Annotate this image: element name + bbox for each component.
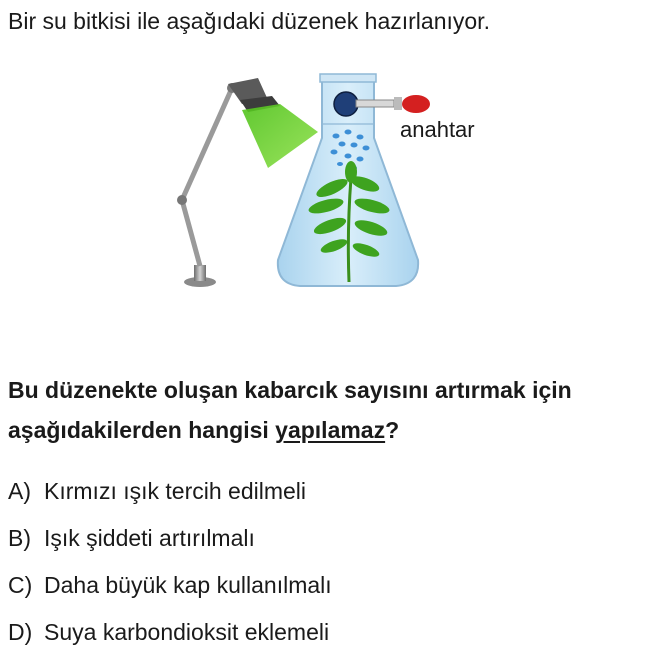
option-text: Işık şiddeti artırılmalı (44, 525, 255, 551)
question-line-2-text: aşağıdakilerden hangisi (8, 417, 276, 443)
option-letter: D) (8, 619, 33, 645)
question-line-1: Bu düzenekte oluşan kabarcık sayısını artırmak için (8, 377, 572, 403)
option-b[interactable] (8, 521, 332, 568)
intro-text: Bir su bitkisi ile aşağıdaki düzenek hazırlanıyor. (8, 8, 490, 34)
question-underlined-word: yapılamaz (275, 417, 386, 443)
question-text (8, 370, 572, 450)
option-d[interactable] (8, 615, 332, 662)
experiment-figure (150, 60, 510, 300)
option-text: Daha büyük kap kullanılmalı (44, 572, 332, 598)
valve-label: anahtar (400, 117, 475, 142)
option-letter: A) (8, 478, 31, 504)
question-line-2 (8, 410, 572, 450)
valve (334, 92, 430, 116)
option-text: Suya karbondioksit eklemeli (44, 619, 330, 645)
option-text: Kırmızı ışık tercih edilmeli (44, 478, 306, 504)
light-beam (242, 104, 318, 168)
question-mark: ? (385, 417, 400, 443)
option-letter: B) (8, 525, 31, 551)
option-c[interactable] (8, 568, 332, 615)
option-a[interactable] (8, 474, 332, 521)
answer-options (8, 474, 332, 662)
option-letter: C) (8, 572, 33, 598)
